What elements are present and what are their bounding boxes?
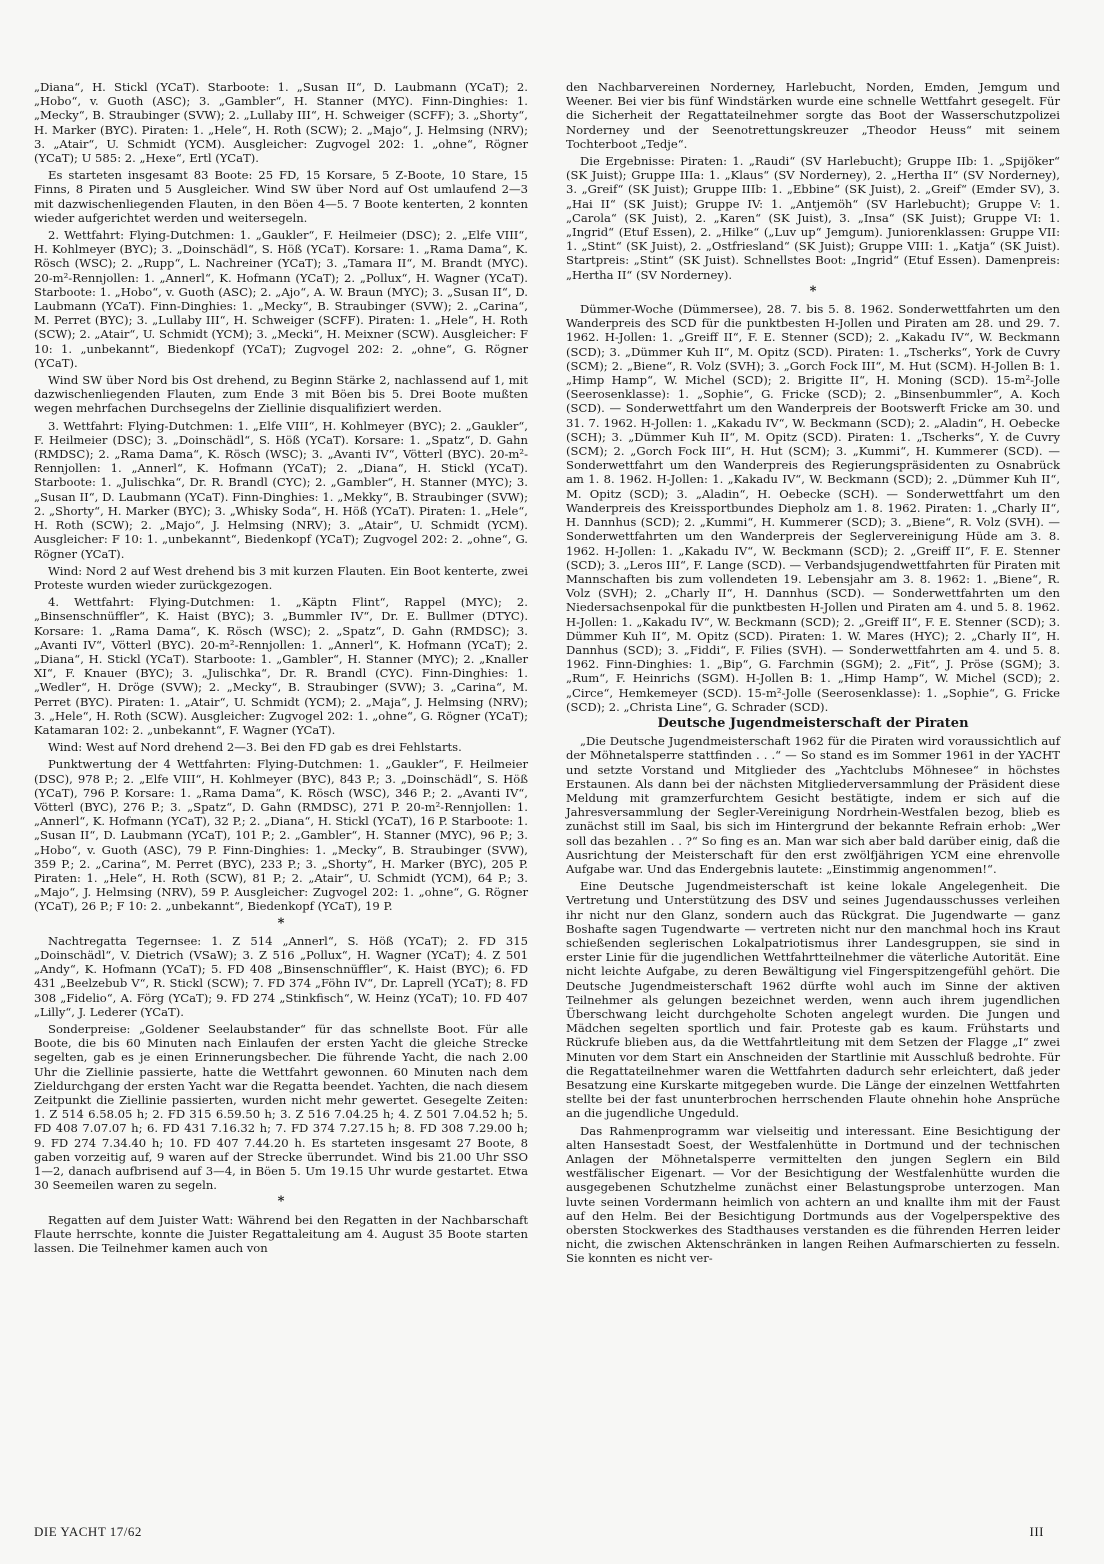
page-number: III (1029, 1524, 1044, 1539)
right-column (566, 80, 1060, 1269)
paragraph: 4. Wettfahrt: Flying-Dutchmen: 1. „Käptn Flint“, Rappel (MYC); 2. „Binsenschnüffler“, K. Haist (BYC); 3. „Bummler IV“, Dr. E. Bullmer (DTYC). Korsare: 1. „Rama Dama“, K. Rösch (WSC); 2. „Spatz“, D. Gahn (RMDSC); 3. „Avanti IV“, Vötterl (BYC). 20-m²-Rennjollen: 1. „Annerl“, K. Hofmann (YCaT); 2. „Diana“, H. Stickl (YCaT). Starboote: 1. „Gambler“, H. Stanner (MYC); 2. „Knaller XI“, F. Knauer (BYC); 3. „Julischka“, Dr. R. Brandl (CYC). Finn-Dinghies: 1. „Wedler“, H. Dröge (SVW); 2. „Mecky“, B. Straubinger (SVW); 3. „Carina“, M. Perret (BYC). Piraten: 1. „Atair“, U. Schmidt (YCM); 2. „Maja“, J. Helmsing (NRV); 3. „Hele“, H. Roth (SCW). Ausgleicher: Zugvogel 202: 1. „ohne“, G. Rögner (YCaT); Katamaran 102: 2. „unbekannt“, F. Wagner (YCaT). (34, 595, 528, 737)
left-column (34, 80, 528, 1258)
paragraph: 3. Wettfahrt: Flying-Dutchmen: 1. „Elfe VIII“, H. Kohlmeyer (BYC); 2. „Gaukler“, F. Heilmeier (DSC); 3. „Doinschädl“, S. Höß (YCaT). Korsare: 1. „Spatz“, D. Gahn (RMDSC); 2. „Rama Dama“, K. Rösch (WSC); 3. „Avanti IV“, Vötterl (BYC). 20-m²-Rennjollen: 1. „Annerl“, K. Hofmann (YCaT); 2. „Diana“, H. Stickl (YCaT). Starboote: 1. „Julischka“, Dr. R. Brandl (CYC); 2. „Gambler“, H. Stanner (MYC); 3. „Susan II“, D. Laubmann (YCaT). Finn-Dinghies: 1. „Mekky“, B. Straubinger (SVW); 2. „Shorty“, H. Marker (BYC); 3. „Whisky Soda“, H. Höß (YCaT). Piraten: 1. „Hele“, H. Roth (SCW); 2. „Majo“, J. Helmsing (NRV); 3. „Atair“, U. Schmidt (YCM). Ausgleicher: F 10: 1. „unbekannt“, Biedenkopf (YCaT); Zugvogel 202: 2. „ohne“, G. Rögner (YCaT). (34, 418, 528, 561)
paragraph: 2. Wettfahrt: Flying-Dutchmen: 1. „Gaukler“, F. Heilmeier (DSC); 2. „Elfe VIII“, H. Kohlmeyer (BYC); 3. „Doinschädl“, S. Höß (YCaT). Korsare: 1. „Rama Dama“, K. Rösch (WSC); 2. „Rupp“, L. Nachreiner (YCaT); 3. „Tamara II“, M. Brandt (MYC). 20-m²-Rennjollen: 1. „Annerl“, K. Hofmann (YCaT); 2. „Pollux“, H. Wagner (YCaT). Starboote: 1. „Hobo“, v. Guoth (ASC); 2. „Ajo“, A. W. Braun (MYC); 3. „Susan II“, D. Laubmann (YCaT). Finn-Dinghies: 1. „Mecky“, B. Straubinger (SVW); 2. „Carina“, M. Perret (BYC); 3. „Lullaby III“, H. Schweiger (SCFF). Piraten: 1. „Hele“, H. Roth (SCW); 2. „Atair“, U. Schmidt (YCM); 3. „Mecki“, H. Meixner (SCW). Ausgleicher: F 10: 1. „unbekannt“, Biedenkopf (YCaT); Zugvogel 202: 2. „ohne“, G. Rögner (YCaT). (34, 228, 528, 370)
paragraph: Regatten auf dem Juister Watt: Während bei den Regatten in der Nachbarschaft Flaute herrschte, konnte die Juister Regattaleitung am 4. August 35 Boote starten lassen. Die Teilnehmer kamen auch von (34, 1212, 528, 1256)
paragraph: „Die Deutsche Jugendmeisterschaft 1962 für die Piraten wird voraussichtlich auf der Möhnetalsperre stattfinden . . .“ — So stand es im Sommer 1961 in der YACHT und setzte Vorstand und Mitglieder des „Yachtclubs Möhnesee“ in höchstes Erstaunen. Als dann bei der nächsten Mitgliederversammlung der Präsident diese Meldung mit gramzerfurchtem Gesicht bestätigte, indem er sich auf die Jahresversammlung der Segler-Vereinigung Nordrhein-Westfalen bezog, blieb es zunächst still im Saal, bis sich im Hintergrund der bekannte Refrain erhob: „Wer soll das bezahlen . . ?“ So fing es an. Man war sich aber bald darüber einig, daß die Ausrichtung der Meisterschaft für den erst zwölfjährigen YCM eine ehrenvolle Aufgabe war. Und das Endergebnis lautete: „Einstimmig angenommen!“. (566, 734, 1060, 876)
section-separator: * (809, 283, 817, 299)
paragraph: Wind SW über Nord bis Ost drehend, zu Beginn Stärke 2, nachlassend auf 1, mit dazwischenliegenden Flauten, zum Ende 3 mit Böen bis 5. Drei Boote mußten wegen mehrfachen Durchsegelns der Ziellinie disqualifiziert werden. (34, 373, 528, 416)
paragraph: Das Rahmenprogramm war vielseitig und interessant. Eine Besichtigung der alten Hansestadt Soest, der Westfalenhütte in Dortmund und der technischen Anlagen der Möhnetalsperre vermittelten den jungen Seglern ein Bild westfälischer Eigenart. — Vor der Besichtigung der Westfalenhütte wurden die ausgegebenen Schutzhelme zunächst einer Belastungsprobe unterzogen. Man luvte seinen Vordermann heimlich von achtern an und knallte ihm mit der Faust auf den Helm. Bei der Besichtigung Dortmunds aus der Vogelperspektive des obersten Stockwerkes des Stadthauses verstanden es die führenden Herren leider nicht, die zwischen Aktenschränken in langen Reihen Aufmarschierten zu fesseln. Sie konnten es nicht ver- (566, 1123, 1060, 1266)
paragraph: den Nachbarvereinen Norderney, Harlebucht, Norden, Emden, Jemgum und Weener. Bei vier bis fünf Windstärken wurde eine schnelle Wettfahrt gesegelt. Für die Sicherheit der Regattateilnehmer sorgte das Boot der Wasserschutzpolizei Norderney und der Seenotrettungskreuzer „Theodor Heuss“ mit seinem Tochterboot „Tedje“. (566, 80, 1060, 151)
footer-publication: DIE YACHT 17/62 (34, 1524, 142, 1539)
section-separator: * (277, 1194, 285, 1210)
paragraph: Es starteten insgesamt 83 Boote: 25 FD, 15 Korsare, 5 Z-Boote, 10 Stare, 15 Finns, 8 Piraten und 5 Ausgleicher. Wind SW über Nord auf Ost umlaufend 2—3 mit dazwischenliegenden Flauten, in den Böen 4—5. 7 Boote kenterten, 2 konnten wieder aufgerichtet werden und weitersegeln. (34, 168, 528, 225)
paragraph: Wind: West auf Nord drehend 2—3. Bei den FD gab es drei Fehlstarts. (48, 740, 462, 755)
paragraph: Die Ergebnisse: Piraten: 1. „Raudi“ (SV Harlebucht); Gruppe IIb: 1. „Spijöker“ (SK Juist); Gruppe IIIa: 1. „Klaus“ (SV Norderney), 2. „Hertha II“ (SV Norderney), 3. „Greif“ (SK Juist); Gruppe IIIb: 1. „Ebbine“ (SK Juist), 2. „Greif“ (Emder SV), 3. „Hai II“ (SK Juist); Gruppe IV: 1. „Antjemöh“ (SV Harlebucht); Gruppe V: 1. „Carola“ (SK Juist), 2. „Karen“ (SK Juist), 3. „Insa“ (SK Juist); Gruppe VI: 1. „Ingrid“ (Etuf Essen), 2. „Hilke“ („Luv up“ Jemgum). Juniorenklassen: Gruppe VII: 1. „Stint“ (SK Juist), 2. „Ostfriesland“ (SK Juist); Gruppe VIII: 1. „Katja“ (SK Juist). Startpreis: „Stint“ (SK Juist). Schnellstes Boot: „Ingrid“ (Etuf Essen). Damenpreis: „Hertha II“ (SV Norderney). (566, 154, 1060, 282)
article-heading: Deutsche Jugendmeisterschaft der Piraten (657, 715, 969, 731)
paragraph: Nachtregatta Tegernsee: 1. Z 514 „Annerl“, S. Höß (YCaT); 2. FD 315 „Doinschädl“, V. Dietrich (VSaW); 3. Z 516 „Pollux“, H. Wagner (YCaT); 4. Z 501 „Andy“, K. Hofmann (YCaT); 5. FD 408 „Binsenschnüffler“, K. Haist (BYC); 6. FD 431 „Beelzebub V“, R. Stickl (SCW); 7. FD 374 „Föhn IV“, Dr. Laprell (YCaT); 8. FD 308 „Fidelio“, A. Förg (YCaT); 9. FD 274 „Stinkfisch“, W. Heinz (YCaT); 10. FD 407 „Lilly“, J. Lederer (YCaT). (34, 933, 528, 1019)
paragraph: Eine Deutsche Jugendmeisterschaft ist keine lokale Angelegenheit. Die Vertretung und Unterstützung des DSV und seines Jugendausschusses verleihen ihr nicht nur den Glanz, sondern auch das Rückgrat. Die Jugendwarte — ganz Boshafte sagen Tugendwarte — vertreten nicht nur den manchmal hoch ins Kraut schießenden seglerischen Lokalpatriotismus ihrer Landesgruppen, sie sind in erster Linie für die jugendlichen Wettfahrtteilnehmer die väterliche Autorität. Eine nicht leichte Aufgabe, zu deren Bewältigung viel Fingerspitzengefühl gehört. Die Deutsche Jugendmeisterschaft 1962 dürfte wohl auch im Sinne der aktiven Teilnehmer als gelungen bezeichnet werden, wenn auch ihrem jugendlichen Überschwang leicht durchgeholte Schoten angelegt wurden. Die Jungen und Mädchen segelten sportlich und fair. Proteste gab es kaum. Frühstarts und Rückrufe blieben aus, da die Wettfahrtleitung mit dem Setzen der Flagge „I“ zwei Minuten vor dem Start ein Anschneiden der Startlinie mit Ausschluß bedrohte. Für die Regattateilnehmer waren die Wettfahrten dadurch sehr erleichtert, daß jeder Besatzung eine Kurskarte mitgegeben wurde. Die Länge der einzelnen Wettfahrten stellte bei der fast ununterbrochen herrschenden Flaute ohnehin hohe Ansprüche an die jugendliche Ungeduld. (566, 879, 1060, 1121)
paragraph: Sonderpreise: „Goldener Seelaubstander“ für das schnellste Boot. Für alle Boote, die bis 60 Minuten nach Einlaufen der ersten Yacht die gleiche Strecke segelten, gab es je einen Erinnerungsbecher. Die führende Yacht, die nach 2.00 Uhr die Ziellinie passierte, hatte die Wettfahrt gewonnen. 60 Minuten nach dem Zieldurchgang der ersten Yacht war die Regatta beendet. Yachten, die nach diesem Zeitpunkt die Ziellinie passierten, wurden nicht mehr gewertet. Gesegelte Zeiten: 1. Z 514 6.58.05 h; 2. FD 315 6.59.50 h; 3. Z 516 7.04.25 h; 4. Z 501 7.04.52 h; 5. FD 408 7.07.07 h; 6. FD 431 7.16.32 h; 7. FD 374 7.27.15 h; 8. FD 308 7.29.00 h; 9. FD 274 7.34.40 h; 10. FD 407 7.44.20 h. Es starteten insgesamt 27 Boote, 8 gaben vorzeitig auf, 9 waren auf der Strecke überrundet. Wind bis 21.00 Uhr SSO 1—2, danach aufbrisend auf 3—4, in Böen 5. Um 19.15 Uhr wurde gestartet. Etwa 30 Seemeilen waren zu segeln. (34, 1022, 528, 1193)
paragraph: Wind: Nord 2 auf West drehend bis 3 mit kurzen Flauten. Ein Boot kenterte, zwei Proteste wurden wieder zurückgezogen. (34, 563, 528, 592)
section-separator: * (277, 915, 285, 931)
paragraph: Punktwertung der 4 Wettfahrten: Flying-Dutchmen: 1. „Gaukler“, F. Heilmeier (DSC), 978 P.; 2. „Elfe VIII“, H. Kohlmeyer (BYC), 843 P.; 3. „Doinschädl“, S. Höß (YCaT), 796 P. Korsare: 1. „Rama Dama“, K. Rösch (WSC), 346 P.; 2. „Avanti IV“, Vötterl (BYC), 276 P.; 3. „Spatz“, D. Gahn (RMDSC), 271 P. 20-m²-Rennjollen: 1. „Annerl“, K. Hofmann (YCaT), 32 P.; 2. „Diana“, H. Stickl (YCaT), 16 P. Starboote: 1. „Susan II“, D. Laubmann (YCaT), 101 P.; 2. „Gambler“, H. Stanner (MYC), 96 P.; 3. „Hobo“, v. Guoth (ASC), 79 P. Finn-Dinghies: 1. „Mecky“, B. Straubinger (SVW), 359 P.; 2. „Carina“, M. Perret (BYC), 233 P.; 3. „Shorty“, H. Marker (BYC), 205 P. Piraten: 1. „Hele“, H. Roth (SCW), 81 P.; 2. „Atair“, U. Schmidt (YCM), 64 P.; 3. „Majo“, J. Helmsing (NRV), 59 P. Ausgleicher: Zugvogel 202: 1. „ohne“, G. Rögner (YCaT), 26 P.; F 10: 2. „unbekannt“, Biedenkopf (YCaT), 19 P. (34, 757, 528, 914)
paragraph: „Diana“, H. Stickl (YCaT). Starboote: 1. „Susan II“, D. Laubmann (YCaT); 2. „Hobo“, v. Guoth (ASC); 3. „Gambler“, H. Stanner (MYC). Finn-Dinghies: 1. „Mecky“, B. Straubinger (SVW); 2. „Lullaby III“, H. Schweiger (SCFF); 3. „Shorty“, H. Marker (BYC). Piraten: 1. „Hele“, H. Roth (SCW); 2. „Majo“, J. Helmsing (NRV); 3. „Atair“, U. Schmidt (YCM). Ausgleicher: Zugvogel 202: 1. „ohne“, Rögner (YCaT); U 585: 2. „Hexe“, Ertl (YCaT). (34, 80, 528, 166)
paragraph: Dümmer-Woche (Dümmersee), 28. 7. bis 5. 8. 1962. Sonderwettfahrten um den Wanderpreis des SCD für die punktbesten H-Jollen und Piraten am 28. und 29. 7. 1962. H-Jollen: 1. „Greiff II“, F. E. Stenner (SCD); 2. „Kakadu IV“, W. Beckmann (SCD); 3. „Dümmer Kuh II“, M. Opitz (SCD). Piraten: 1. „Tscherks“, York de Cuvry (SCM); 2. „Biene“, R. Volz (SVH); 3. „Gorch Fock III“, M. Hut (SCM). H-Jollen B: 1. „Himp Hamp“, W. Michel (SCD); 2. Brigitte II“, H. Moning (SCD). 15-m²-Jolle (Seerosenklasse): 1. „Sophie“, G. Fricke (SCD); 2. „Binsenbummler“, A. Koch (SCD). — Sonderwettfahrt um den Wanderpreis der Bootswerft Fricke am 30. und 31. 7. 1962. H-Jollen: 1. „Kakadu IV“, W. Beckmann (SCD); 2. „Aladin“, H. Oebecke (SCH); 3. „Dümmer Kuh II“, M. Opitz (SCD). Piraten: 1. „Tscherks“, Y. de Cuvry (SCM); 2. „Gorch Fock III“, H. Hut (SCM); 3. „Kummi“, H. Kummerer (SCD). — Sonderwettfahrt um den Wanderpreis des Regierungspräsidenten zu Osnabrück am 1. 8. 1962. H-Jollen: 1. „Kakadu IV“, W. Beckmann (SCD); 2. „Dümmer Kuh II“, M. Opitz (SCD); 3. „Aladin“, H. Oebecke (SCH). — Sonderwettfahrt um den Wanderpreis des Kreissportbundes Diepholz am 1. 8. 1962. Piraten: 1. „Charly II“, H. Dannhus (SCD); 2. „Kummi“, H. Kummerer (SCD); 3. „Biene“, R. Volz (SVH). — Sonderwettfahrten um den Wanderpreis der Seglervereinigung Hüde am 3. 8. 1962. H-Jollen: 1. „Kakadu IV“, W. Beckmann (SCD); 2. „Greiff II“, F. E. Stenner (SCD); 3. „Leros III“, F. Lange (SCD). — Verbandsjugendwettfahrten für Piraten mit Mannschaften bis zum vollendeten 19. Lebensjahr am 3. 8. 1962: 1. „Biene“, R. Volz (SVH); 2. „Charly II“, H. Dannhus (SCD). — Sonderwettfahrten um den Niedersachsenpokal für die punktbesten H-Jollen und Piraten am 4. und 5. 8. 1962. H-Jollen: 1. „Kakadu IV“, W. Beckmann (SCD); 2. „Greiff II“, F. E. Stenner (SCD); 3. Dümmer Kuh II“, M. Opitz (SCD). Piraten: 1. W. Mares (HYC); 2. „Charly II“, H. Dannhus (SCD); 3. „Fiddi“, F. Filies (SVH). — Sonderwettfahrten am 4. und 5. 8. 1962. Finn-Dinghies: 1. „Bip“, G. Farchmin (SGM); 2. „Fit“, J. Pröse (SGM); 3. „Rum“, F. Heinrichs (SGM). H-Jollen B: 1. „Himp Hamp“, W. Michel (SCD); 2. „Circe“, Hemkemeyer (SCD). 15-m²-Jolle (Seerosenklasse): 1. „Sophie“, G. Fricke (SCD); 2. „Christa Line“, G. Schrader (SCD). (566, 302, 1060, 714)
